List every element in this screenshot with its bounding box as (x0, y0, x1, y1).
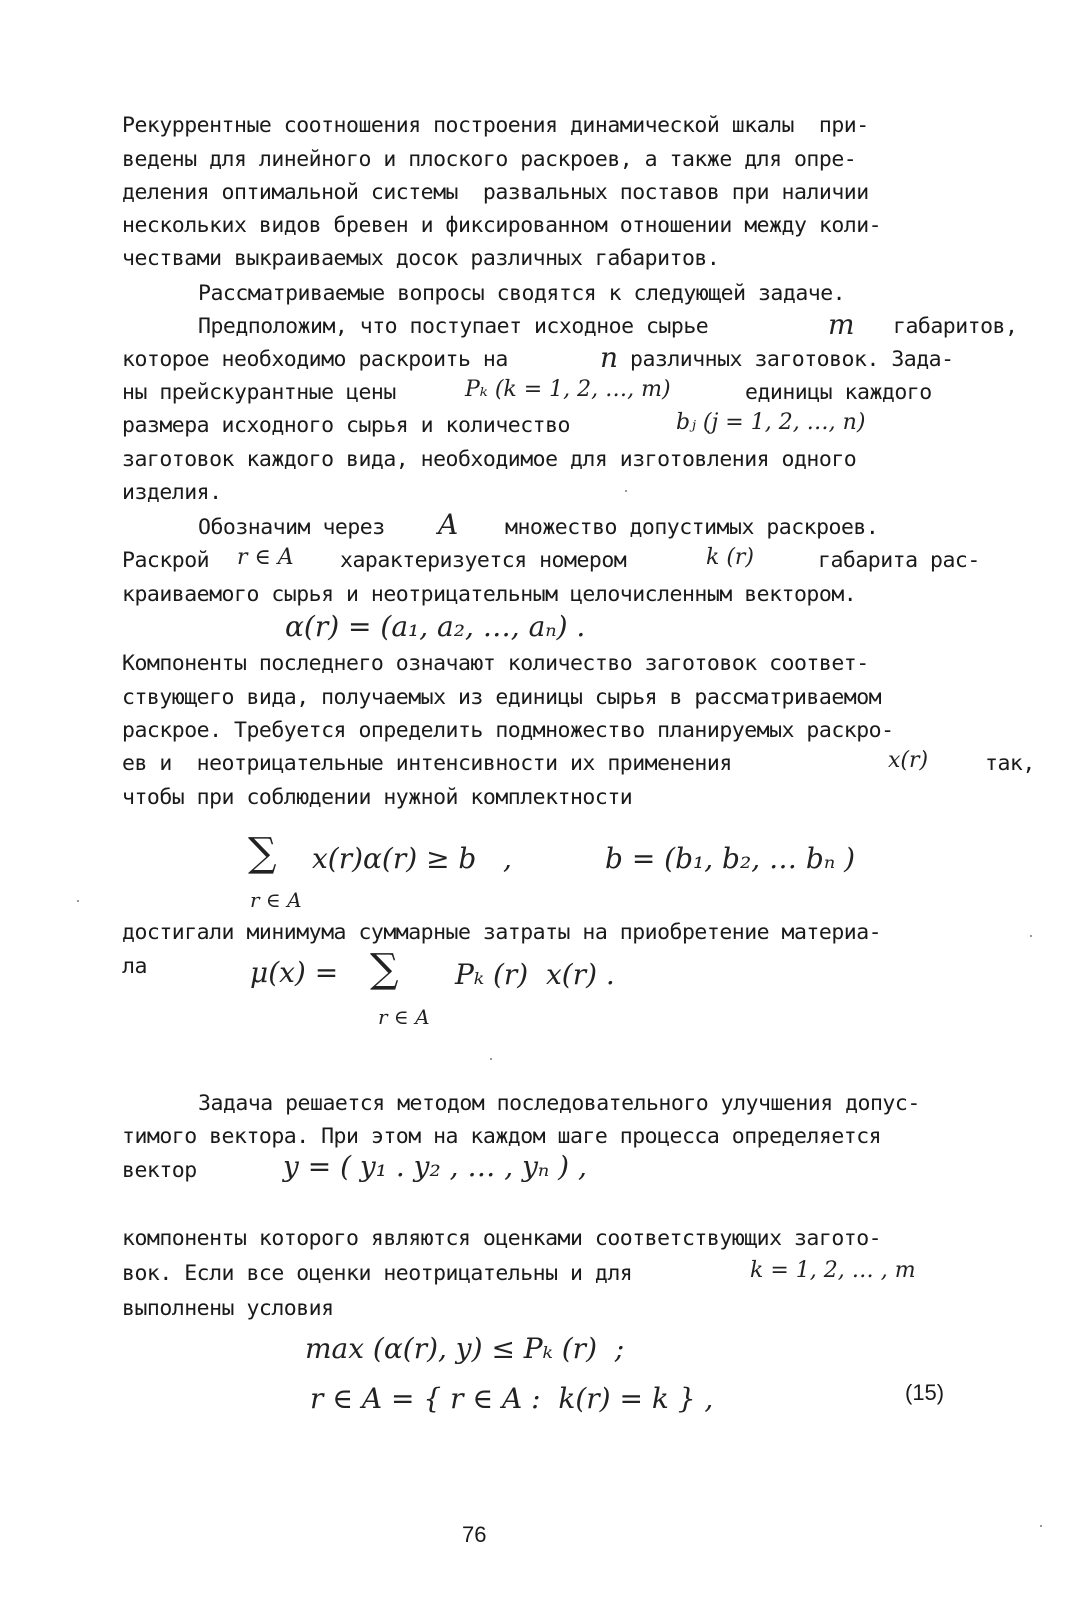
text-line: заготовок каждого вида, необходимое для изготовления одного (122, 447, 857, 472)
equation-number: (15) (905, 1380, 945, 1405)
text-line: ев и неотрицательные интенсивности их применения (122, 751, 732, 776)
scan-speck (77, 900, 79, 902)
math-k-range: k = 1, 2, … , m (750, 1258, 916, 1283)
sum-sign: ∑ (248, 830, 277, 876)
text-line: которое необходимо раскроить на (122, 347, 508, 372)
sum-index: r ∈ A (378, 1005, 430, 1029)
text-line: нескольких видов бревен и фиксированном отношении между коли- (122, 213, 882, 238)
text-line: достигали минимума суммарные затраты на приобретение материа- (122, 920, 882, 945)
text-line: размера исходного сырья и количество (122, 413, 570, 438)
text-line: тимого вектора. При этом на каждом шаге процесса определяется (122, 1124, 882, 1149)
text-line: изделия. (122, 480, 222, 505)
math-r-in-a: r ∈ A (237, 545, 294, 570)
sum-index: r ∈ A (250, 888, 302, 912)
math-n: n (600, 341, 619, 374)
text-line: различных заготовок. Зада- (630, 347, 954, 372)
math-b-vector: b = (b₁, b₂, … bₙ ) (605, 842, 856, 875)
text-line: деления оптимальной системы развальных поставов при наличии (122, 180, 869, 205)
page-number: 76 (462, 1522, 487, 1547)
text-line: Рекуррентные соотношения построения динамической шкалы при- (122, 113, 869, 138)
scan-speck (490, 1058, 492, 1060)
text-line: Рассматриваемые вопросы сводятся к следующей задаче. (198, 281, 846, 306)
text-line: раскрое. Требуется определить подмножество планируемых раскро- (122, 718, 894, 743)
text-line: ла (122, 954, 147, 979)
text-line: краиваемого сырья и неотрицательным целочисленным вектором. (122, 582, 857, 607)
math-set-a: A (438, 508, 459, 541)
math-prices: Pₖ (k = 1, 2, …, m) (465, 377, 671, 402)
math-mu-lhs: μ(x) = (250, 956, 339, 989)
text-line: Компоненты последнего означают количество заготовок соответ- (122, 651, 869, 676)
text-line: чествами выкраиваемых досок различных габаритов. (122, 246, 720, 271)
text-line: множество допустимых раскроев. (505, 515, 879, 540)
math-x-of-r: x(r) (888, 748, 929, 773)
math-mu-rhs: Pₖ (r) x(r) . (455, 958, 615, 991)
text-line: чтобы при соблюдении нужной комплектности (122, 785, 633, 810)
math-y-vector: y = ( y₁ . y₂ , … , yₙ ) , (283, 1150, 587, 1183)
math-quantities: bⱼ (j = 1, 2, …, n) (676, 410, 866, 435)
text-line: ведены для линейного и плоского раскроев, а также для опре- (122, 147, 857, 172)
text-line: характеризуется номером (340, 548, 627, 573)
scan-speck (1030, 935, 1032, 937)
text-line: так, (985, 751, 1035, 776)
math-alpha-vector: α(r) = (a₁, a₂, …, aₙ) . (285, 610, 586, 643)
math-k-of-r: k (r) (706, 545, 755, 570)
text-line: Раскрой (122, 548, 210, 573)
scan-speck (1040, 1525, 1042, 1527)
text-line: ны прейскурантные цены (122, 380, 396, 405)
text-line: габаритов, (893, 314, 1018, 339)
text-line: Обозначим через (198, 515, 385, 540)
text-line: компоненты которого являются оценками соответствующих загото- (122, 1226, 882, 1251)
math-condition-1: max (α(r), y) ≤ Pₖ (r) ; (305, 1332, 625, 1365)
text-line: Предположим, что поступает исходное сырье (198, 314, 709, 339)
text-line: единицы каждого (745, 380, 932, 405)
text-line: вектор (122, 1158, 197, 1183)
math-constraint: x(r)α(r) ≥ b , (312, 842, 512, 875)
scan-speck (625, 490, 627, 492)
text-line: габарита рас- (818, 548, 980, 573)
text-line: Задача решается методом последовательного улучшения допус- (198, 1091, 920, 1116)
math-condition-2: r ∈ A = { r ∈ A : k(r) = k } , (310, 1382, 714, 1415)
text-line: ствующего вида, получаемых из единицы сырья в рассматриваемом (122, 685, 882, 710)
math-m: m (828, 308, 855, 341)
text-line: вок. Если все оценки неотрицательны и для (122, 1261, 633, 1286)
text-line: выполнены условия (122, 1296, 334, 1321)
sum-sign: ∑ (370, 946, 399, 992)
